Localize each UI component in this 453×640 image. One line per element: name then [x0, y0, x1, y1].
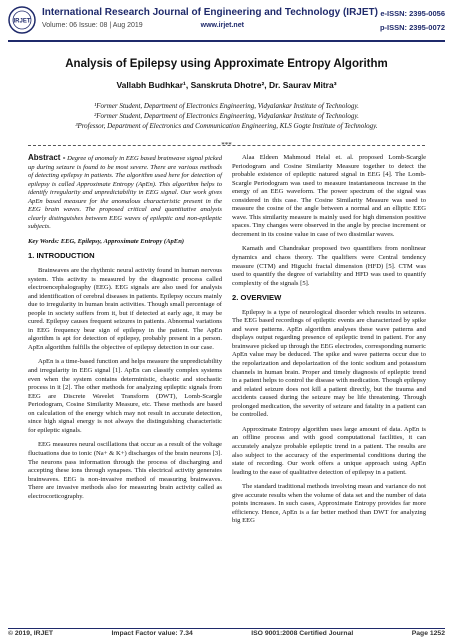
- intro-paragraph: EEG measures neural oscillations that occur as a result of the voltage fluctuations due to ionic (Na+ & K+) discharges of the brain neurons [3]. The neurons pass information through the process of discharging and accepting these ions through synapses. This electrical activity generates brainwaves. EEG is non-invasive method of measuring brainwaves. There are invasive methods also for measuring brain activity called as electrocorticography.: [28, 441, 222, 500]
- intro-paragraph: ApEn is a time-based function and helps measure the unpredictability and irregularity in EEG signal [1]. ApEn can classify complex systems even when the system contains deterministic, chaotic and stochastic process in it [2]. The other methods for analyzing epileptic signals from EEG are Discrete Wavelet Transform (DWT), Lomb-Scargle Periodogram, Cosine Similarity Measure, etc. These methods are based on calculation of the energy which may not result in accurate detection, since high signal energy is not always the distinguishing characteristic for epileptic signals.: [28, 358, 222, 434]
- journal-name: International Research Journal of Engineering and Technology (IRJET): [42, 7, 378, 18]
- page-footer: [8, 630, 445, 637]
- abstract: [28, 154, 222, 232]
- footer-page: Page 1252: [411, 630, 445, 637]
- journal-website[interactable]: www.irjet.net: [200, 22, 244, 29]
- abstract-text: Degree of anomaly in EEG based brainwave signal picked up during seizure is found to be most severe. There are various methods of detecting epilepsy in patients. The algorithm used here for detection of epilepsy is called Approximate Entropy (ApEn). This algorithm helps to identify irregularity and unpredictability in EEG signal. Our work gives ApEn based measure for the anomalous characteristic present in the EEG brain waves. The proposed critical and quantitative analysis clearly distinguishes between EEG waves of epileptic and non-epileptic subjects.: [28, 155, 222, 231]
- affiliation-1: ¹Former Student, Department of Electronics Engineering, Vidyalankar Institute of Technology.: [94, 102, 359, 110]
- right-column: [232, 154, 426, 532]
- issn-block: [380, 7, 445, 35]
- body-paragraph: Kamath and Chandrakar proposed two quantifiers from nonlinear dynamics and chaos theory. The qualifiers were Central tendency measure (CTM) and Higuchi fractal dimension (HFD) [5]. CTM was used to quantify the degree of variability and HFD was used to quantify complexity of the signals [5].: [232, 245, 426, 287]
- intro-paragraph: Brainwaves are the rhythmic neural activity found in human nervous system. This activity is measured by the diagnostic process called electroencephalography (EEG). EEG signals are also used for analysis and identification of cerebral diseases in patients. Epilepsy occurs mainly due to irregularity in human brain activities. Though small percentage of people in society suffers from it, but if detected at early age, it may be cured. Epilepsy causes frequent seizures in patients. Abnormal variations in EEG frequency bear sign of epilepsy in the patient. The ApEn algorithm is apt for detection of epilepsy, probably present in a person. ApEn algorithm fulfills the objective of epilepsy detection in our case.: [28, 267, 222, 351]
- intro-heading: 1. INTRODUCTION: [28, 251, 95, 261]
- affiliation-2: ²Former Student, Department of Electronics Engineering, Vidyalankar Institute of Technology.: [94, 112, 359, 120]
- abstract-label: Abstract -: [28, 153, 66, 162]
- eissn: e-ISSN: 2395-0056: [380, 9, 445, 18]
- overview-heading: 2. OVERVIEW: [232, 293, 282, 303]
- overview-paragraph: Approximate Entropy algorithm uses large amount of data. ApEn is an offline process and with good computational facilities, it can accurately analyze probable epileptic trend in a patient. The results are also subject to the accuracy of the experimental conditions during the state of recording. Our work offers a unique approach using ApEn leading to the ease of qualitative detection of epilepsy in a patient.: [232, 425, 426, 476]
- affiliation-3: ³Professor, Department of Electronics and Communication Engineering, KLS Gogte Institute of Technology.: [75, 122, 378, 130]
- logo-text: IRJET: [13, 18, 31, 25]
- left-column: [28, 154, 222, 507]
- footer-iso: ISO 9001:2008 Certified Journal: [251, 630, 354, 637]
- volume-issue: Volume: 06 Issue: 08 | Aug 2019: [42, 22, 143, 29]
- body-paragraph: Alaa Eldeen Mahmoud Helal et. al. proposed Lomb-Scargle Periodogram and Cosine Similarity Measure together to detect the probable existence of epileptic natured signal in EEG [4]. The Lomb-Scargle Periodogram was used to measure instantaneous increase in the energy of an EEG waveform. The power spectrum of the signal was considered in this case. The Cosine Similarity Measure was used to measure the cosine of the angle between a normal and an elliptic EEG wave. This similarity measure is mainly used for high dimension positive spaces. Tiny changes were observed in the angle by precise increment or decrement in its cosine value in case of two dissimilar waves.: [232, 154, 426, 238]
- paper-title: Analysis of Epilepsy using Approximate Entropy Algorithm: [65, 58, 388, 70]
- journal-volume-line: [42, 22, 378, 29]
- overview-paragraph: The standard traditional methods involving mean and variance do not give accurate results when the volume of data set and the number of data points increases. In such cases, Approximate Entropy provides far more efficiency. Hence, ApEn is a far better method than DWT for analyzing big EEG: [232, 483, 426, 525]
- separator-stars: ***: [221, 141, 232, 149]
- keywords: [28, 238, 222, 247]
- overview-paragraph: Epilepsy is a type of neurological disorder which results in seizures. The EEG based recordings of epileptic events are characterized by spike and wave patterns. ApEn algorithm analyses these wave patterns and displays output regarding presence of epileptic trend in patient. For any brainwave picked up through the EEG electrodes, corresponding numeric ApEn value may be deduced. The spike and wave patterns occur due to the repolarization and depolarization of the ionic sodium and potassium channels in human brain. Proper and timely diagnosis of epileptic trend in a patient helps to control the disease with medication. Though epilepsy and related seizure does not kill a patient directly, but the trauma and accidents caused during the seizure may be life threatening. Through prolonged medication, the severity of seizure and fatality in a patient can be controlled.: [232, 308, 426, 419]
- journal-header: [0, 0, 453, 40]
- header-rule: [8, 40, 445, 42]
- footer-impact: Impact Factor value: 7.34: [111, 630, 193, 637]
- journal-logo-icon: [8, 6, 36, 34]
- journal-title-block: [42, 7, 378, 29]
- footer-copyright: © 2019, IRJET: [8, 630, 54, 637]
- pissn: p-ISSN: 2395-0072: [379, 23, 445, 32]
- paper-authors: Vallabh Budhkar¹, Sanskruta Dhotre², Dr. Saurav Mitra³: [116, 80, 337, 90]
- keywords-label: Key Words:: [28, 237, 60, 245]
- footer-rule: [8, 628, 445, 629]
- keywords-text: EEG, Epilepsy, Approximate Entropy (ApEn): [60, 237, 185, 245]
